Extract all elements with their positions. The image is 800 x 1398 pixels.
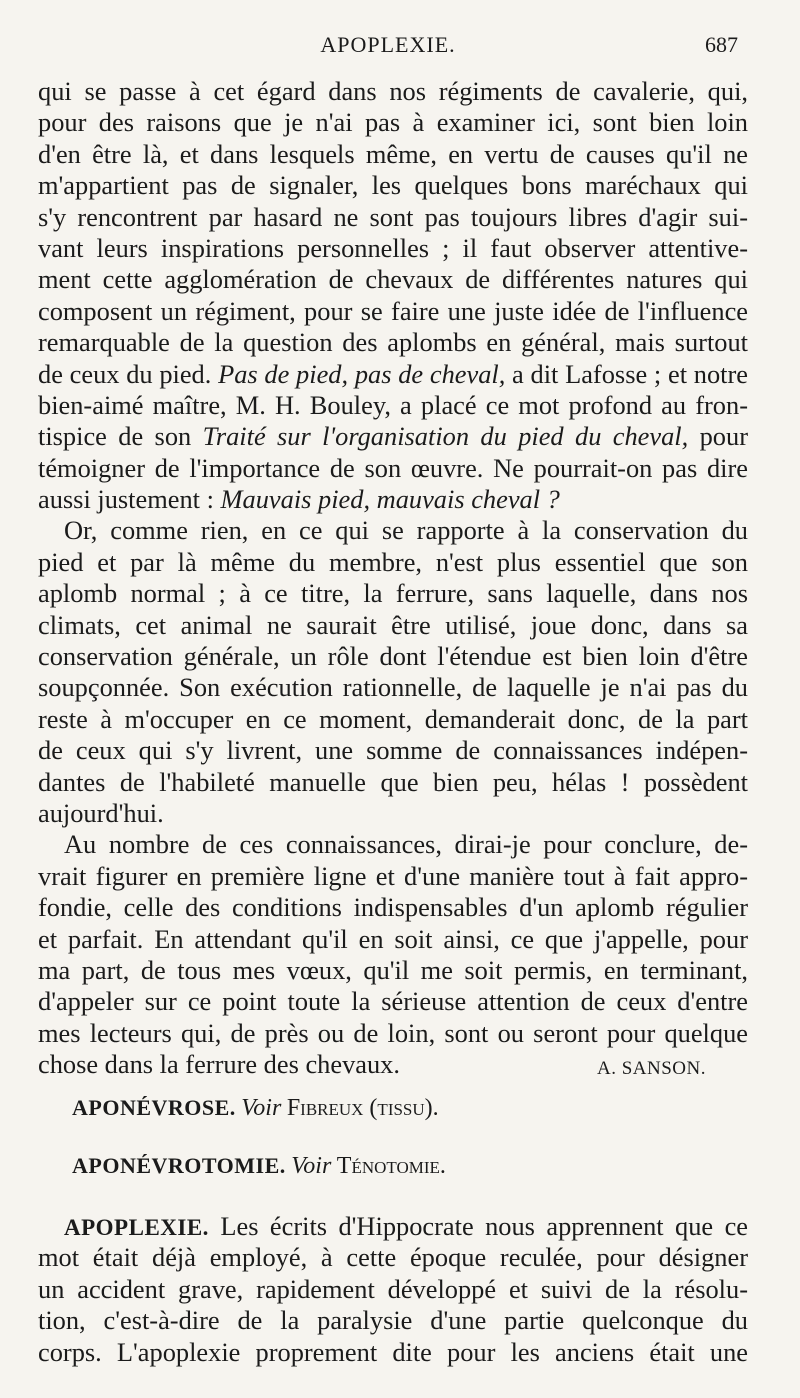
text-line: d'en être là, et dans lesquels même, en vertu de causes qu'il ne [38, 138, 748, 169]
text-line: et parfait. En attendant qu'il en soit ainsi, ce que j'appelle, pour [38, 923, 748, 954]
page-header [38, 32, 738, 62]
text-line: vrait figurer en première ligne et d'une manière tout à fait appro- [38, 860, 748, 891]
text-line: remarquable de la question des aplombs en général, mais surtout [38, 327, 748, 358]
text-line: pied et par là même du membre, n'est plus essentiel que son [38, 546, 748, 577]
entry-voir: Voir [241, 1095, 282, 1121]
text-line: aplomb normal ; à ce titre, la ferrure, sans laquelle, dans nos [38, 578, 748, 609]
text-line: bien-aimé maître, M. H. Bouley, a placé ce mot profond au fron- [38, 389, 748, 420]
text-line: dantes de l'habileté manuelle que bien peu, hélas ! possèdent [38, 766, 748, 797]
text-run: de ceux du pied. [38, 358, 219, 389]
entry-reference: Fibreux (tissu). [286, 1095, 439, 1121]
text-line: fondie, celle des conditions indispensables d'un aplomb régulier [38, 892, 748, 923]
text-line: soupçonnée. Son exécution rationnelle, de laquelle je n'ai pas du [38, 672, 748, 703]
text-line: corps. L'apoplexie proprement dite pour les anciens était une [38, 1336, 748, 1367]
entry-apoplexie [38, 1211, 748, 1368]
running-title: APOPLEXIE. [320, 32, 456, 57]
book-title-italic: Traité sur l'organisation du pied du cheval, [202, 421, 689, 452]
text-line [38, 484, 748, 515]
body-text [38, 76, 748, 1081]
text-line: d'appeler sur ce point toute la sérieuse attention de ceux d'entre [38, 986, 748, 1017]
text-run: aussi justement : [38, 484, 221, 515]
text-line: témoigner de l'importance de son œuvre. Ne pourrait-on pas dire [38, 452, 748, 483]
quote-italic: Mauvais pied, mauvais cheval ? [220, 484, 560, 515]
text-run: chose dans la ferrure des chevaux. [38, 1049, 400, 1080]
text-line: de ceux qui s'y livrent, une somme de connaissances indépen- [38, 735, 748, 766]
text-run: Les écrits d'Hippocrate nous apprennent que ce [208, 1211, 748, 1241]
text-line: Or, comme rien, en ce qui se rapporte à la conservation du [64, 515, 748, 546]
text-line: composent un régiment, pour se faire une juste idée de l'influence [38, 295, 748, 326]
text-line: conservation générale, un rôle dont l'étendue est bien loin d'être [38, 641, 748, 672]
text-line: m'appartient pas de signaler, les quelques bons maréchaux qui [38, 170, 748, 201]
text-line: tion, c'est-à-dire de la paralysie d'une partie quelconque du [38, 1305, 748, 1336]
entry-headword: APONÉVROTOMIE. [72, 1153, 286, 1178]
text-line [38, 1049, 748, 1080]
text-line [38, 359, 748, 390]
text-line: un accident grave, rapidement développé et suivi de la résolu- [38, 1273, 748, 1304]
entry-aponevrose [72, 1095, 439, 1122]
text-line: ment cette agglomération de chevaux de différentes natures qui [38, 264, 748, 295]
text-run: a dit Lafosse ; et notre [505, 358, 748, 389]
text-line: pour des raisons que je n'ai pas à examiner ici, sont bien loin [38, 107, 748, 138]
text-line: aujourd'hui. [38, 797, 164, 828]
author-signature: A. SANSON. [597, 1058, 706, 1080]
text-line [38, 1211, 748, 1242]
text-line: climats, cet animal ne saurait être utilisé, joue donc, dans sa [38, 609, 748, 640]
text-run: tispice de son [38, 421, 203, 452]
entry-aponevrotomie [72, 1153, 446, 1180]
text-line: mes lecteurs qui, de près ou de loin, sont ou seront pour quelque [38, 1017, 748, 1048]
text-line: Au nombre de ces connaissances, dirai-je pour conclure, de- [64, 829, 748, 860]
text-line: mot était déjà employé, à cette époque reculée, pour désigner [38, 1242, 748, 1273]
entry-reference: Ténotomie. [336, 1153, 446, 1179]
text-line: reste à m'occuper en ce moment, demanderait donc, de la part [38, 703, 748, 734]
text-line: qui se passe à cet égard dans nos régiments de cavalerie, qui, [38, 76, 748, 106]
text-line: s'y rencontrent par hasard ne sont pas toujours libres d'agir sui- [38, 201, 748, 232]
text-run: pour [688, 421, 748, 452]
quote-italic: Pas de pied, pas de cheval, [218, 358, 506, 389]
text-line: ma part, de tous mes vœux, qu'il me soit permis, en terminant, [38, 954, 748, 985]
entry-voir: Voir [291, 1153, 332, 1179]
entry-headword: APONÉVROSE. [72, 1095, 236, 1120]
page-number: 687 [705, 32, 738, 57]
entry-headword: APOPLEXIE. [64, 1215, 209, 1240]
text-line [38, 421, 748, 452]
text-line: vant leurs inspirations personnelles ; il faut observer attentive- [38, 232, 748, 263]
